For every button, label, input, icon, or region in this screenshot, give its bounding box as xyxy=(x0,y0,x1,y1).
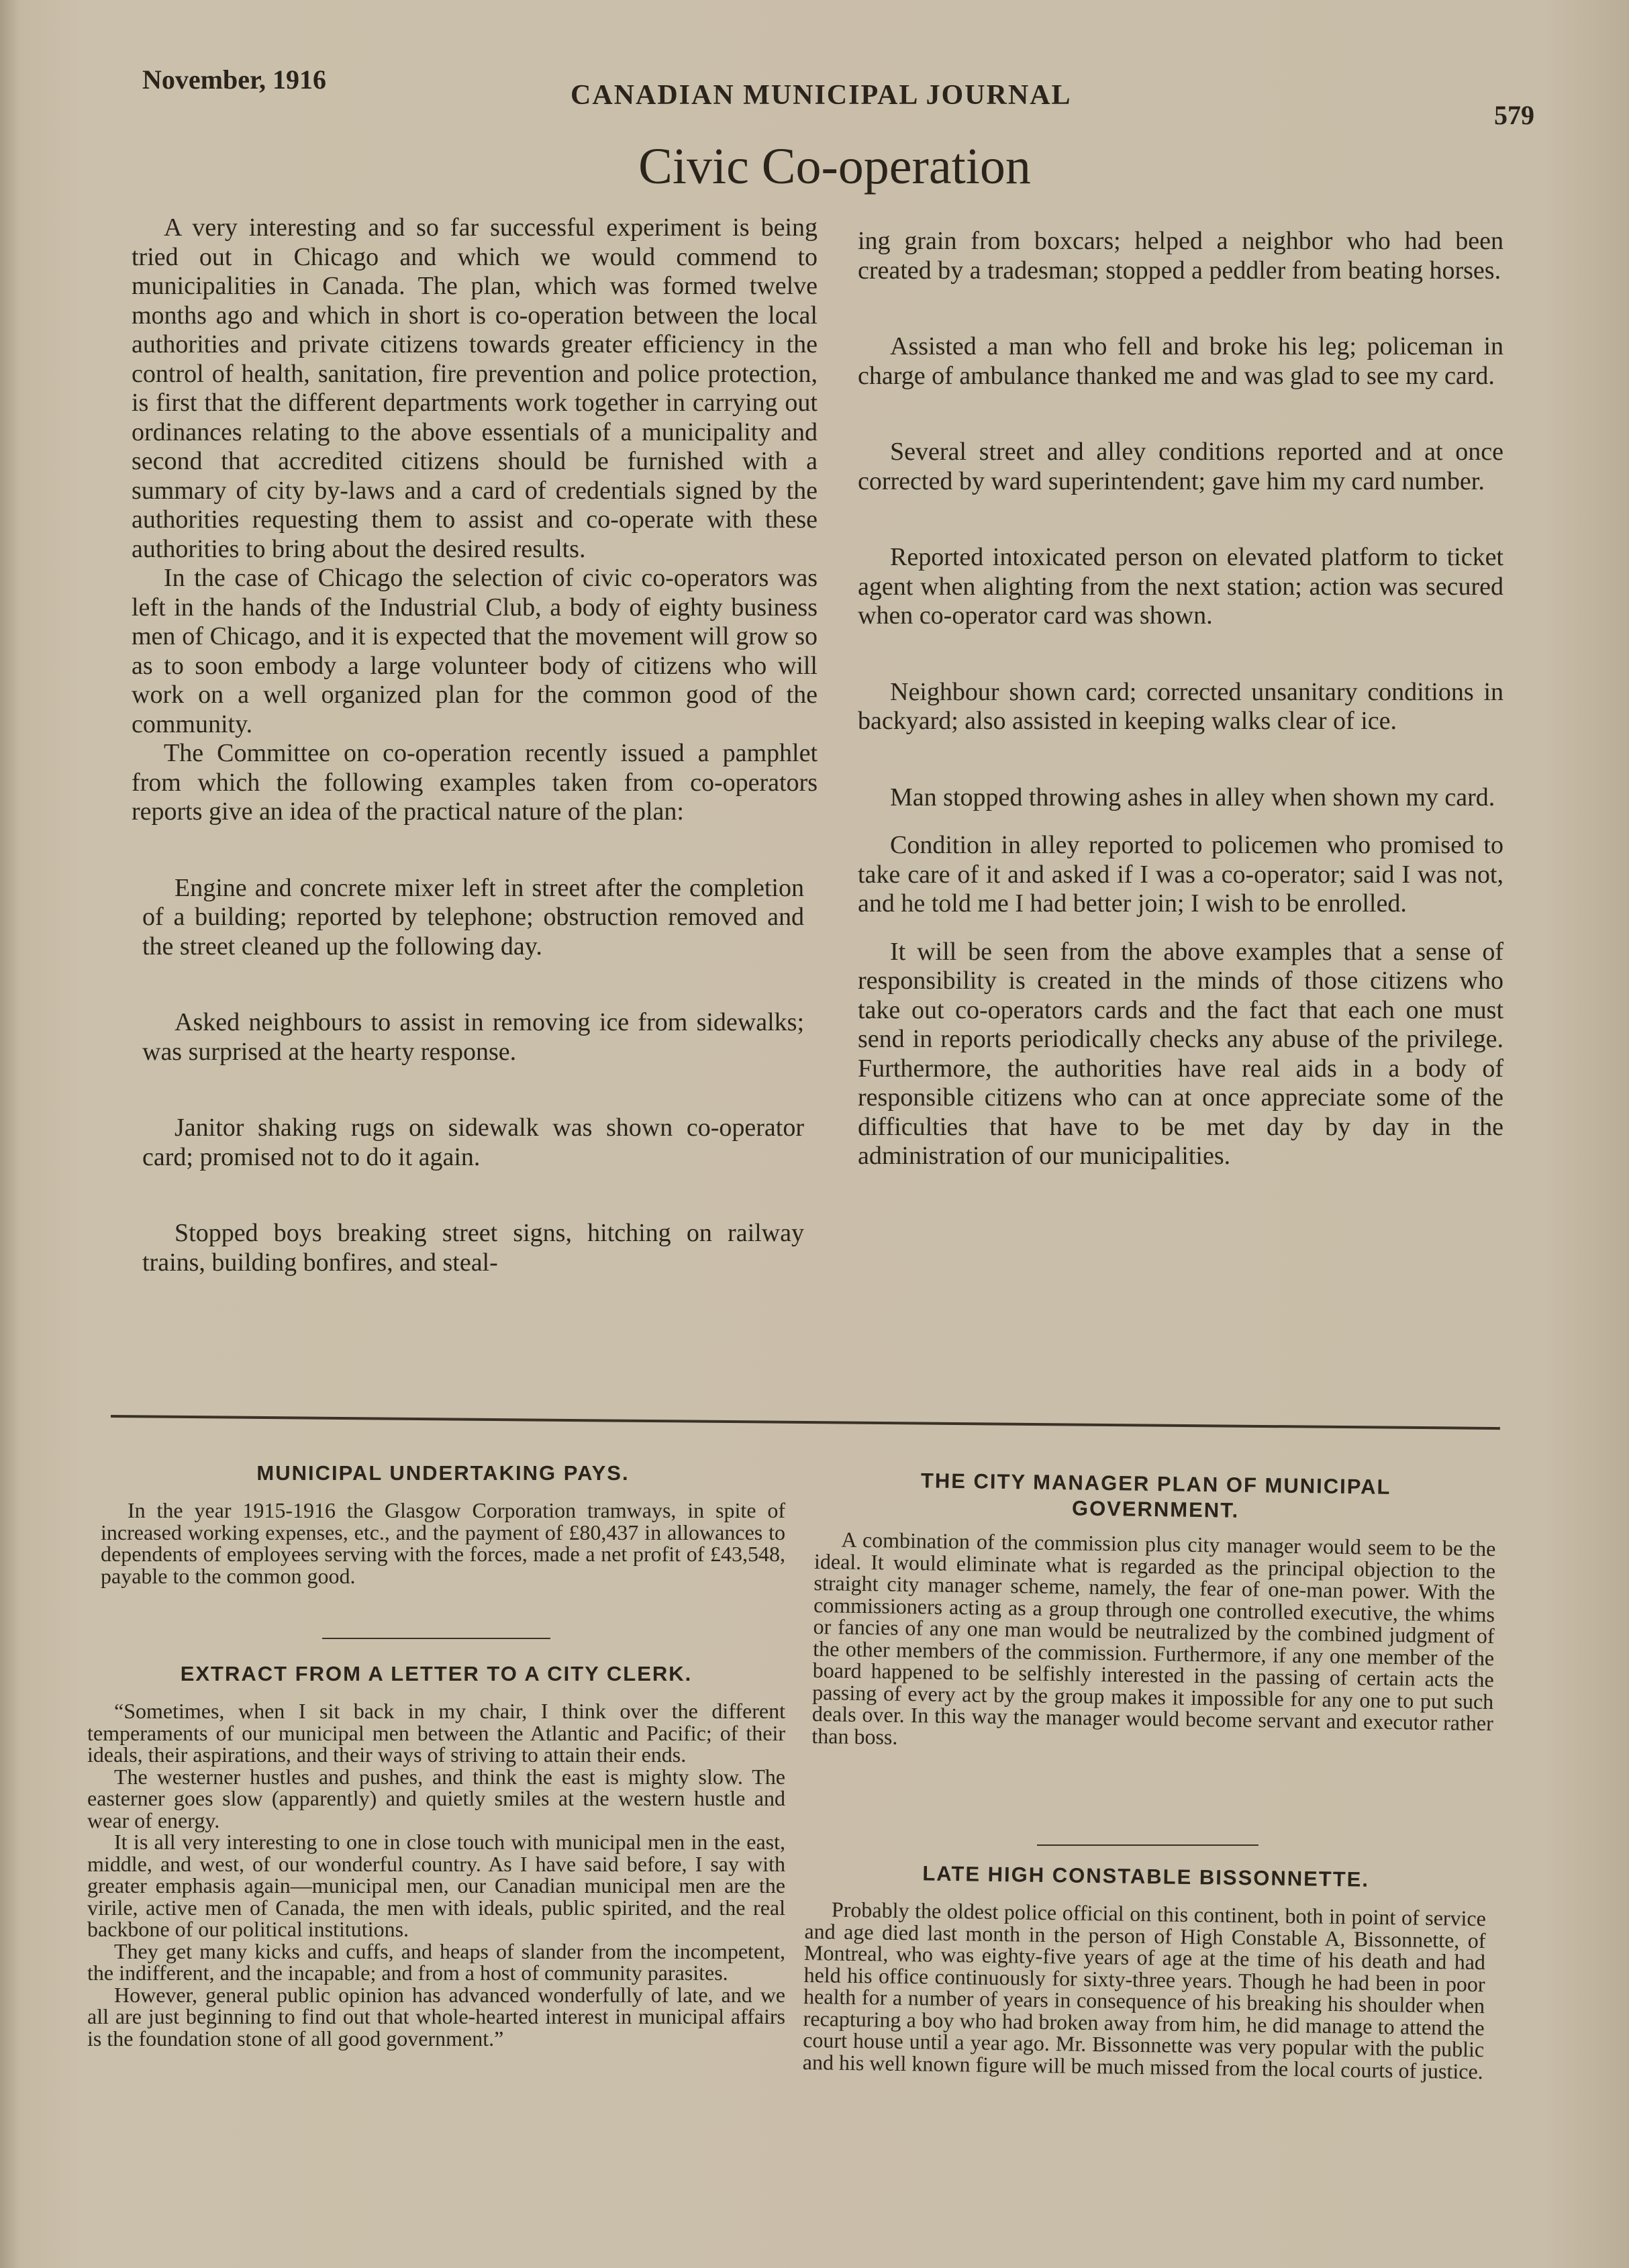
article-conclusion: It will be seen from the above examples that a sense of responsibility is created in the minds of those citizens who take out co-operators cards and the fact that each one must send in reports periodically checks any abuse of the privilege. Furthermore, the authorities have real aids in a body of responsible citizens who can at once appreciate some of the difficulties that have to be met day by day in the administration of our municipalities. xyxy=(858,937,1503,1170)
short-divider xyxy=(322,1638,550,1639)
article-title: Civic Co-operation xyxy=(638,138,1031,195)
section-heading: MUNICIPAL UNDERTAKING PAYS. xyxy=(256,1461,630,1485)
letter-paragraph: It is all very interesting to one in close touch with municipal men in the east, middle, and west, of our wonderful country. As I have said before, I say with greater emphasis again—municipal men, our Canadian municipal men are the virile, active men of Canada, the men with ideals, public spirited, and the real backbone of our political institutions. xyxy=(87,1830,785,1941)
article-left-column xyxy=(132,213,818,1277)
example-item: Stopped boys breaking street signs, hitching on railway trains, building bonfires, and steal- xyxy=(142,1219,804,1277)
letter-section xyxy=(87,1661,785,2049)
article-paragraph: The Committee on co-operation recently issued a pamphlet from which the following examples taken from co-operators reports give an idea of the practical nature of the plan: xyxy=(132,739,818,826)
section-divider xyxy=(111,1415,1500,1430)
example-item: Asked neighbours to assist in removing ice from sidewalks; was surprised at the hearty response. xyxy=(142,1008,804,1066)
letter-paragraph: “Sometimes, when I sit back in my chair, I think over the different temperaments of our municipal men between the Atlantic and Pacific; of their ideals, their aspirations, and their ways of striving to attain their ends. xyxy=(87,1699,785,1767)
article-paragraph: A very interesting and so far successful experiment is being tried out in Chicago and which we would commend to municipalities in Canada. The plan, which was formed twelve months ago and which in short is co-operation between the local authorities and private citizens towards greater efficiency in the control of health, sanitation, fire prevention and police protection, is first that the different departments work together in carrying out ordinances relating to the above essentials of a municipality and second that accredited citizens should be furnished with a summary of city by-laws and a card of credentials signed by the authorities requesting them to assist and co-operate with these authorities to bring about the desired results. xyxy=(132,213,818,563)
example-item: Reported intoxicated person on elevated platform to ticket agent when alighting from the next station; action was secured when co-operator card was shown. xyxy=(858,543,1503,630)
undertaking-section xyxy=(101,1461,785,1587)
page-number: 579 xyxy=(1494,100,1534,130)
example-item: Assisted a man who fell and broke his leg; policeman in charge of ambulance thanked me and was glad to see my card. xyxy=(858,332,1503,390)
section-heading: EXTRACT FROM A LETTER TO A CITY CLERK. xyxy=(180,1662,693,1685)
example-item: Man stopped throwing ashes in alley when shown my card. xyxy=(890,783,1495,811)
section-heading: LATE HIGH CONSTABLE BISSONNETTE. xyxy=(922,1861,1370,1891)
section-heading: THE CITY MANAGER PLAN OF MUNICIPAL GOVERNMENT. xyxy=(920,1469,1391,1522)
short-divider xyxy=(1037,1844,1258,1846)
example-item: Condition in alley reported to policemen who promised to take care of it and asked if I was a co-operator; said I was not, and he told me I had better join; I wish to be enrolled. xyxy=(858,831,1503,918)
section-body: In the year 1915-1916 the Glasgow Corporation tramways, in spite of increased working expenses, etc., and the payment of £80,437 in allowances to dependents of employees serving with the forces, made a net profit of £43,548, payable to the common good. xyxy=(101,1498,785,1588)
example-item: Several street and alley conditions reported and at once corrected by ward superintendent; gave him my card number. xyxy=(858,438,1503,495)
journal-title: CANADIAN MUNICIPAL JOURNAL xyxy=(571,80,1072,111)
section-body: A combination of the commission plus city manager would seem to be the ideal. It would eliminate what is regarded as the principal objection to the straight city manager scheme, namely, the fear of one-man power. With the commissioners acting as a group through one controlled executive, the whims or fancies of any one man would be neutralized by the combined judgment of the other members of the commission. Furthermore, if any one member of the board happened to be selfishly interested in the passing of certain acts the passing of every act by the group makes it impossible for any one to put such deals over. In this way the manager would become servant and executor rather than boss. xyxy=(811,1527,1496,1749)
section-body: Probably the oldest police official on this continent, both in point of service and age died last month in the person of High Constable A, Bissonnette, of Montreal, who was eighty-five years of age at the time of his death and had held his office continuously for sixty-three years. Though he had been in poor health for a number of years in consequence of his breaking his shoulder when recapturing a boy who had broken away from him, he did manage to attend the court house until a year ago. Mr. Bissonnette was very popular with the public and his well known figure will be much missed from the local courts of justice. xyxy=(802,1897,1487,2083)
example-item: Engine and concrete mixer left in street after the completion of a building; reported by telephone; obstruction removed and the street cleaned up the following day. xyxy=(142,873,804,960)
issue-date: November, 1916 xyxy=(142,64,327,95)
article-right-column xyxy=(858,227,1503,1171)
example-item: ing grain from boxcars; helped a neighbor who had been created by a tradesman; stopped a peddler from beating horses. xyxy=(858,227,1503,285)
constable-section xyxy=(803,1859,1487,2082)
letter-paragraph: The westerner hustles and pushes, and think the east is mighty slow. The easterner goes slow (apparently) and quietly smiles at the western hustle and wear of energy. xyxy=(87,1764,785,1832)
example-item: Neighbour shown card; corrected unsanitary conditions in backyard; also assisted in keeping walks clear of ice. xyxy=(858,677,1503,735)
article-paragraph: In the case of Chicago the selection of civic co-operators was left in the hands of the Industrial Club, a body of eighty business men of Chicago, and it is expected that the movement will grow so as to soon embody a large volunteer body of citizens who will work on a well organized plan for the common good of the community. xyxy=(132,564,818,738)
letter-paragraph: However, general public opinion has advanced wonderfully of late, and we all are just beginning to find out that whole-hearted interest in municipal affairs is the foundation stone of all good government.” xyxy=(87,1982,785,2051)
letter-paragraph: They get many kicks and cuffs, and heaps of slander from the incompetent, the indifferent, and the incapable; and from a host of community parasites. xyxy=(87,1938,785,1985)
example-item: Janitor shaking rugs on sidewalk was shown co-operator card; promised not to do it again. xyxy=(142,1114,804,1171)
manager-plan-section xyxy=(811,1467,1497,1756)
